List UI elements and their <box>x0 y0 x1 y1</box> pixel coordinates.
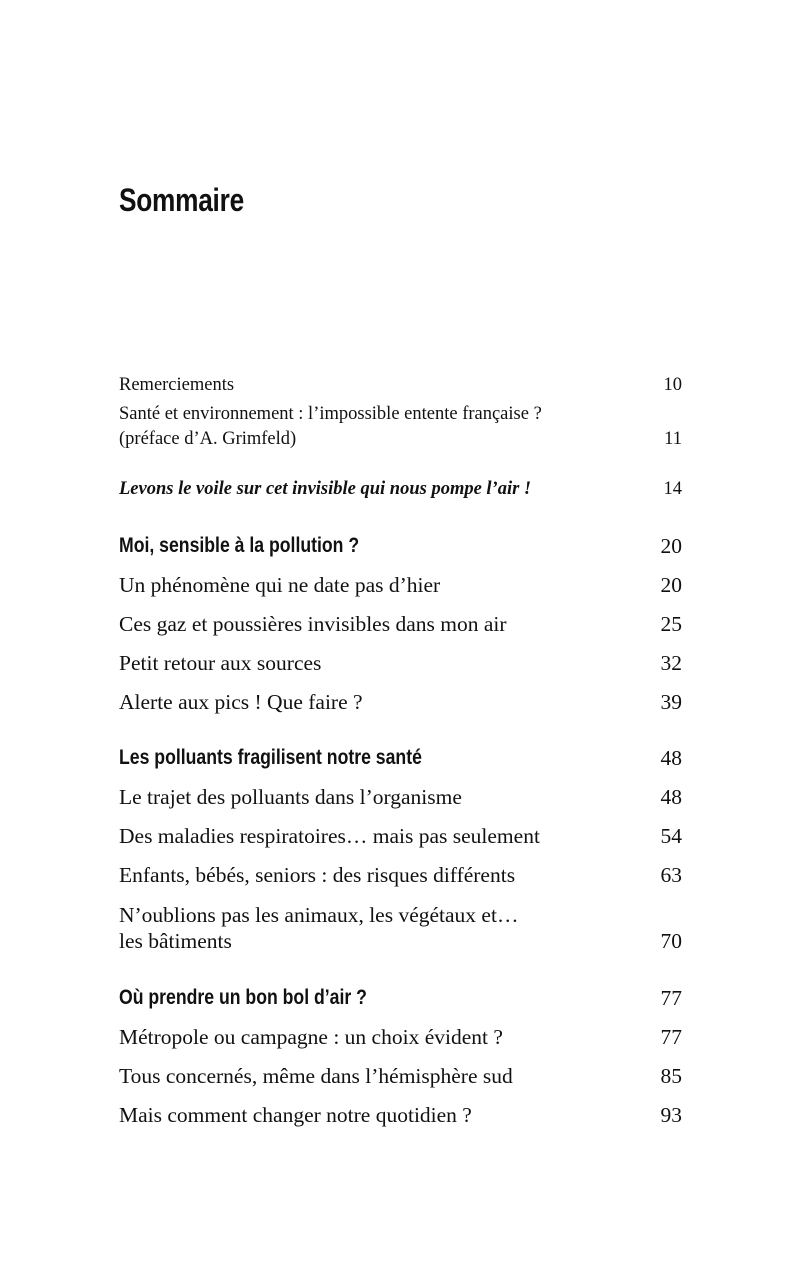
toc-entry: Le trajet des polluants dans l’organisme 48 <box>119 785 682 809</box>
toc-entry: Mais comment changer notre quotidien ? 93 <box>119 1103 682 1127</box>
toc-entry: Un phénomène qui ne date pas d’hier 20 <box>119 573 682 597</box>
page-number: 14 <box>663 479 682 499</box>
toc-entry: Santé et environnement : l’impossible entente française ? (préface d’A. Grimfeld) 11 <box>119 402 682 452</box>
section-heading: Les polluants fragilisent notre santé 48 <box>119 746 682 770</box>
toc-entry: Petit retour aux sources 32 <box>119 651 682 675</box>
toc-entry: Tous concernés, même dans l’hémisphère sud 85 <box>119 1064 682 1088</box>
page-number: 11 <box>664 429 682 449</box>
toc-entry: Enfants, bébés, seniors : des risques différents 63 <box>119 863 682 887</box>
section-heading: Moi, sensible à la pollution ? 20 <box>119 534 682 558</box>
toc-entry: Ces gaz et poussières invisibles dans mon air 25 <box>119 612 682 636</box>
toc-entry: Des maladies respiratoires… mais pas seulement 54 <box>119 824 682 848</box>
toc-entry: Remerciements 10 <box>119 373 682 398</box>
page-number: 10 <box>663 375 682 395</box>
toc-entry: Alerte aux pics ! Que faire ? 39 <box>119 690 682 714</box>
section-heading: Où prendre un bon bol d’air ? 77 <box>119 986 682 1010</box>
toc-entry: N’oublions pas les animaux, les végétaux et… les bâtiments 70 <box>119 903 682 953</box>
toc-entry: Métropole ou campagne : un choix évident ? 77 <box>119 1025 682 1049</box>
page-title: Sommaire <box>119 182 244 218</box>
toc-entry-intro: Levons le voile sur cet invisible qui nous pompe l’air ! 14 <box>119 477 682 502</box>
